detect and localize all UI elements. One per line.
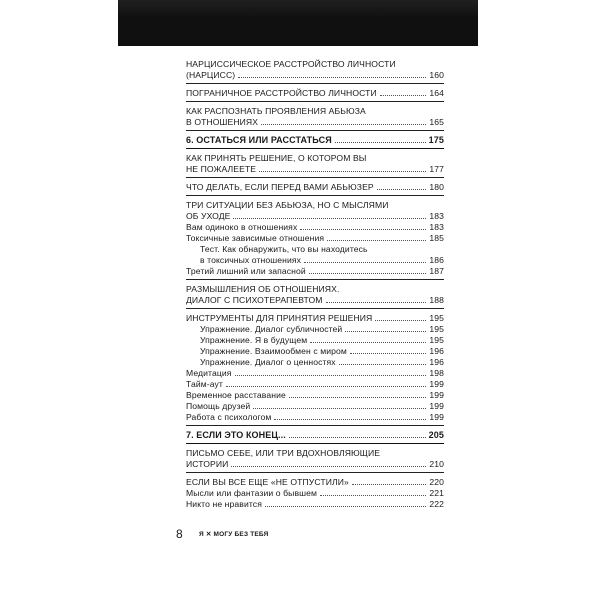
toc-entry[interactable] (186, 357, 444, 368)
dot-leader (304, 262, 426, 263)
toc-entry[interactable] (186, 244, 444, 255)
toc-entry-page: 210 (429, 459, 444, 469)
toc-entry[interactable] (186, 70, 444, 81)
running-title: Я ✕ МОГУ БЕЗ ТЕБЯ (199, 531, 269, 538)
toc-entry-page: 177 (429, 164, 444, 174)
toc-section (186, 149, 444, 178)
toc-entry-title: Вам одиноко в отношениях (186, 222, 298, 232)
toc-entry-title: ПОГРАНИЧНОЕ РАССТРОЙСТВО ЛИЧНОСТИ (186, 88, 377, 98)
toc-entry-title: в токсичных отношениях (200, 255, 302, 265)
dot-leader (326, 302, 427, 303)
toc-entry-title: ПИСЬМО СЕБЕ, ИЛИ ТРИ ВДОХНОВЛЯЮЩИЕ (186, 448, 381, 458)
toc-entry[interactable] (186, 412, 444, 423)
toc-entry-title: ЕСЛИ ВЫ ВСЕ ЕЩЕ «НЕ ОТПУСТИЛИ» (186, 477, 349, 487)
toc-entry-title: Упражнение. Я в будущем (200, 335, 308, 345)
toc-entry-page: 185 (429, 233, 444, 243)
dot-leader (339, 364, 427, 365)
toc-entry-page: 198 (429, 368, 444, 378)
toc-entry-title: 7. ЕСЛИ ЭТО КОНЕЦ... (186, 430, 286, 440)
toc-entry-page: 196 (429, 346, 444, 356)
toc-section (186, 280, 444, 309)
toc-entry-page: 188 (429, 295, 444, 305)
toc-entry-page: 183 (429, 211, 444, 221)
table-of-contents (186, 55, 444, 512)
toc-entry[interactable] (186, 499, 444, 510)
toc-entry-page: 165 (429, 117, 444, 127)
top-dark-band (118, 0, 478, 46)
dot-leader (310, 342, 426, 343)
toc-entry-title: Тайм-аут (186, 379, 223, 389)
dot-leader (259, 171, 426, 172)
toc-entry-title: КАК ПРИНЯТЬ РЕШЕНИЕ, О КОТОРОМ ВЫ (186, 153, 367, 163)
page-footer (176, 527, 269, 541)
toc-entry-page: 187 (429, 266, 444, 276)
dot-leader (309, 273, 427, 274)
dot-leader (377, 189, 427, 190)
toc-entry-title: НАРЦИССИЧЕСКОЕ РАССТРОЙСТВО ЛИЧНОСТИ (186, 59, 396, 69)
toc-entry-title: Третий лишний или запасной (186, 266, 306, 276)
toc-entry-title: ДИАЛОГ С ПСИХОТЕРАПЕВТОМ (186, 295, 323, 305)
dot-leader (300, 229, 426, 230)
page-number: 8 (176, 527, 183, 541)
toc-entry[interactable] (186, 233, 444, 244)
toc-entry[interactable] (186, 459, 444, 470)
dot-leader (265, 506, 426, 507)
toc-entry[interactable] (186, 324, 444, 335)
dot-leader (261, 124, 426, 125)
dot-leader (253, 408, 426, 409)
toc-entry[interactable] (186, 477, 444, 488)
dot-leader (289, 397, 426, 398)
toc-entry-page: 199 (429, 379, 444, 389)
toc-entry-title: ИНСТРУМЕНТЫ ДЛЯ ПРИНЯТИЯ РЕШЕНИЯ (186, 313, 373, 323)
toc-entry-title: Тест. Как обнаружить, что вы находитесь (200, 244, 368, 254)
toc-entry[interactable] (186, 448, 444, 459)
toc-entry-page: 222 (429, 499, 444, 509)
toc-entry[interactable] (186, 200, 444, 211)
toc-entry-title: ЧТО ДЕЛАТЬ, ЕСЛИ ПЕРЕД ВАМИ АБЬЮЗЕР (186, 182, 374, 192)
toc-entry-page: 199 (429, 412, 444, 422)
toc-entry[interactable] (186, 390, 444, 401)
dot-leader (235, 375, 427, 376)
toc-entry-page: 220 (429, 477, 444, 487)
toc-entry-page: 199 (429, 401, 444, 411)
toc-entry-title: КАК РАСПОЗНАТЬ ПРОЯВЛЕНИЯ АБЬЮЗА (186, 106, 366, 116)
toc-entry-title: (НАРЦИСС) (186, 70, 236, 80)
dot-leader (289, 437, 426, 438)
dot-leader (238, 77, 426, 78)
toc-entry-page: 195 (429, 313, 444, 323)
dot-leader (352, 484, 426, 485)
toc-entry[interactable] (186, 313, 444, 324)
toc-entry-page: 175 (428, 135, 444, 145)
toc-entry[interactable] (186, 117, 444, 128)
toc-entry-page: 186 (429, 255, 444, 265)
toc-entry[interactable] (186, 59, 444, 70)
toc-entry[interactable] (186, 295, 444, 306)
toc-entry[interactable] (186, 430, 444, 441)
toc-entry-title: ОБ УХОДЕ (186, 211, 231, 221)
toc-entry[interactable] (186, 106, 444, 117)
toc-entry-page: 195 (429, 324, 444, 334)
toc-section (186, 178, 444, 196)
toc-entry-page: 205 (428, 430, 444, 440)
toc-entry-title: ИСТОРИИ (186, 459, 229, 469)
toc-section (186, 196, 444, 280)
toc-entry-title: РАЗМЫШЛЕНИЯ ОБ ОТНОШЕНИЯХ. (186, 284, 340, 294)
toc-entry-title: Упражнение. Взаимообмен с миром (200, 346, 347, 356)
toc-entry[interactable] (186, 164, 444, 175)
dot-leader (231, 466, 426, 467)
toc-entry[interactable] (186, 266, 444, 277)
toc-section (186, 102, 444, 131)
dot-leader (226, 386, 426, 387)
toc-entry[interactable] (186, 401, 444, 412)
toc-entry-page: 180 (429, 182, 444, 192)
toc-section (186, 473, 444, 512)
toc-entry[interactable] (186, 346, 444, 357)
toc-entry[interactable] (186, 222, 444, 233)
dot-leader (320, 495, 426, 496)
toc-entry[interactable] (186, 255, 444, 266)
toc-entry-page: 183 (429, 222, 444, 232)
toc-entry-title: Никто не нравится (186, 499, 262, 509)
toc-entry[interactable] (186, 379, 444, 390)
toc-entry-page: 196 (429, 357, 444, 367)
toc-entry-title: Помощь друзей (186, 401, 251, 411)
dot-leader (335, 142, 426, 143)
dot-leader (274, 419, 426, 420)
toc-entry[interactable] (186, 335, 444, 346)
toc-section (186, 444, 444, 473)
toc-entry[interactable] (186, 284, 444, 295)
toc-section (186, 55, 444, 84)
toc-entry-title: В ОТНОШЕНИЯХ (186, 117, 259, 127)
toc-entry-title: Медитация (186, 368, 232, 378)
toc-entry-title: Мысли или фантазии о бывшем (186, 488, 317, 498)
toc-entry-title: ТРИ СИТУАЦИИ БЕЗ АБЬЮЗА, НО С МЫСЛЯМИ (186, 200, 389, 210)
dot-leader (345, 331, 426, 332)
toc-entry-page: 195 (429, 335, 444, 345)
toc-entry[interactable] (186, 211, 444, 222)
dot-leader (327, 240, 426, 241)
toc-entry-page: 160 (429, 70, 444, 80)
toc-entry-title: Упражнение. Диалог субличностей (200, 324, 343, 334)
toc-chapter-section (186, 131, 444, 149)
dot-leader (375, 320, 426, 321)
toc-entry-title: НЕ ПОЖАЛЕЕТЕ (186, 164, 257, 174)
toc-entry[interactable] (186, 153, 444, 164)
toc-entry-title: 6. ОСТАТЬСЯ ИЛИ РАССТАТЬСЯ (186, 135, 332, 145)
toc-entry-title: Токсичные зависимые отношения (186, 233, 325, 243)
dot-leader (380, 95, 427, 96)
toc-entry[interactable] (186, 182, 444, 193)
toc-chapter-section (186, 426, 444, 444)
toc-section (186, 309, 444, 426)
dot-leader (350, 353, 426, 354)
toc-section (186, 84, 444, 102)
toc-entry-title: Упражнение. Диалог о ценностях (200, 357, 336, 367)
toc-entry[interactable] (186, 88, 444, 99)
toc-entry-page: 221 (429, 488, 444, 498)
toc-entry-page: 199 (429, 390, 444, 400)
toc-entry[interactable] (186, 368, 444, 379)
toc-entry[interactable] (186, 488, 444, 499)
toc-entry-title: Работа с психологом (186, 412, 272, 422)
dot-leader (233, 218, 426, 219)
toc-entry-page: 164 (429, 88, 444, 98)
toc-entry-title: Временное расставание (186, 390, 286, 400)
toc-entry[interactable] (186, 135, 444, 146)
